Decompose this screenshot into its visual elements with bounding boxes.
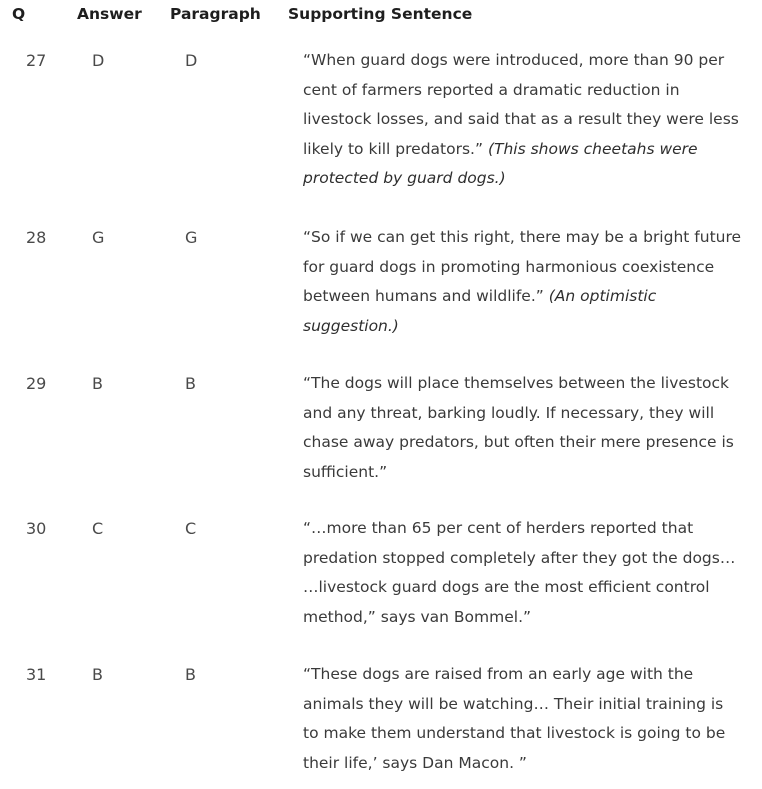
quote-text: “When guard dogs were introduced, more than 90 per cent of farmers reported a dramatic reduction in livestock losses, and said that as a result they were less likely to kill predators.” bbox=[303, 51, 739, 158]
paragraph-letter: C bbox=[185, 519, 197, 538]
explanation-note: (This shows cheetahs were protected by guard dogs.) bbox=[303, 139, 698, 187]
answer-letter: B bbox=[92, 374, 103, 393]
paragraph-letter: B bbox=[185, 374, 196, 393]
header-supporting-sentence: Supporting Sentence bbox=[288, 5, 473, 23]
question-number: 30 bbox=[26, 519, 47, 538]
quote-text: “…more than 65 per cent of herders reported that predation stopped completely after they got the dogs… …livestock guard dogs are the most efficient control method,” says van Bommel.” bbox=[303, 519, 736, 626]
question-number: 29 bbox=[26, 374, 47, 393]
question-number: 28 bbox=[26, 228, 47, 247]
answer-letter: B bbox=[92, 665, 103, 684]
paragraph-letter: B bbox=[185, 665, 196, 684]
question-number: 27 bbox=[26, 51, 47, 70]
supporting-sentence bbox=[303, 369, 743, 487]
quote-text: “These dogs are raised from an early age with the animals they will be watching… Their initial training is to make them understand that livestock is going to be their life,’ says Dan Macon. ” bbox=[303, 665, 726, 772]
quote-text: “So if we can get this right, there may be a bright future for guard dogs in promoting harmonious coexistence between humans and wildlife.” bbox=[303, 228, 742, 305]
supporting-sentence bbox=[303, 46, 743, 194]
paragraph-letter: D bbox=[185, 51, 198, 70]
supporting-sentence bbox=[303, 514, 743, 632]
header-paragraph: Paragraph bbox=[170, 5, 261, 23]
answer-letter: G bbox=[92, 228, 105, 247]
quote-text: “The dogs will place themselves between the livestock and any threat, barking loudly. If necessary, they will chase away predators, but often their mere presence is sufficient.” bbox=[303, 374, 734, 481]
explanation-note: (An optimistic suggestion.) bbox=[303, 287, 657, 335]
supporting-sentence bbox=[303, 223, 743, 341]
paragraph-letter: G bbox=[185, 228, 198, 247]
supporting-sentence bbox=[303, 660, 743, 778]
question-number: 31 bbox=[26, 665, 47, 684]
header-answer: Answer bbox=[77, 5, 142, 23]
answer-letter: C bbox=[92, 519, 104, 538]
header-question: Q bbox=[12, 5, 26, 23]
answer-letter: D bbox=[92, 51, 105, 70]
